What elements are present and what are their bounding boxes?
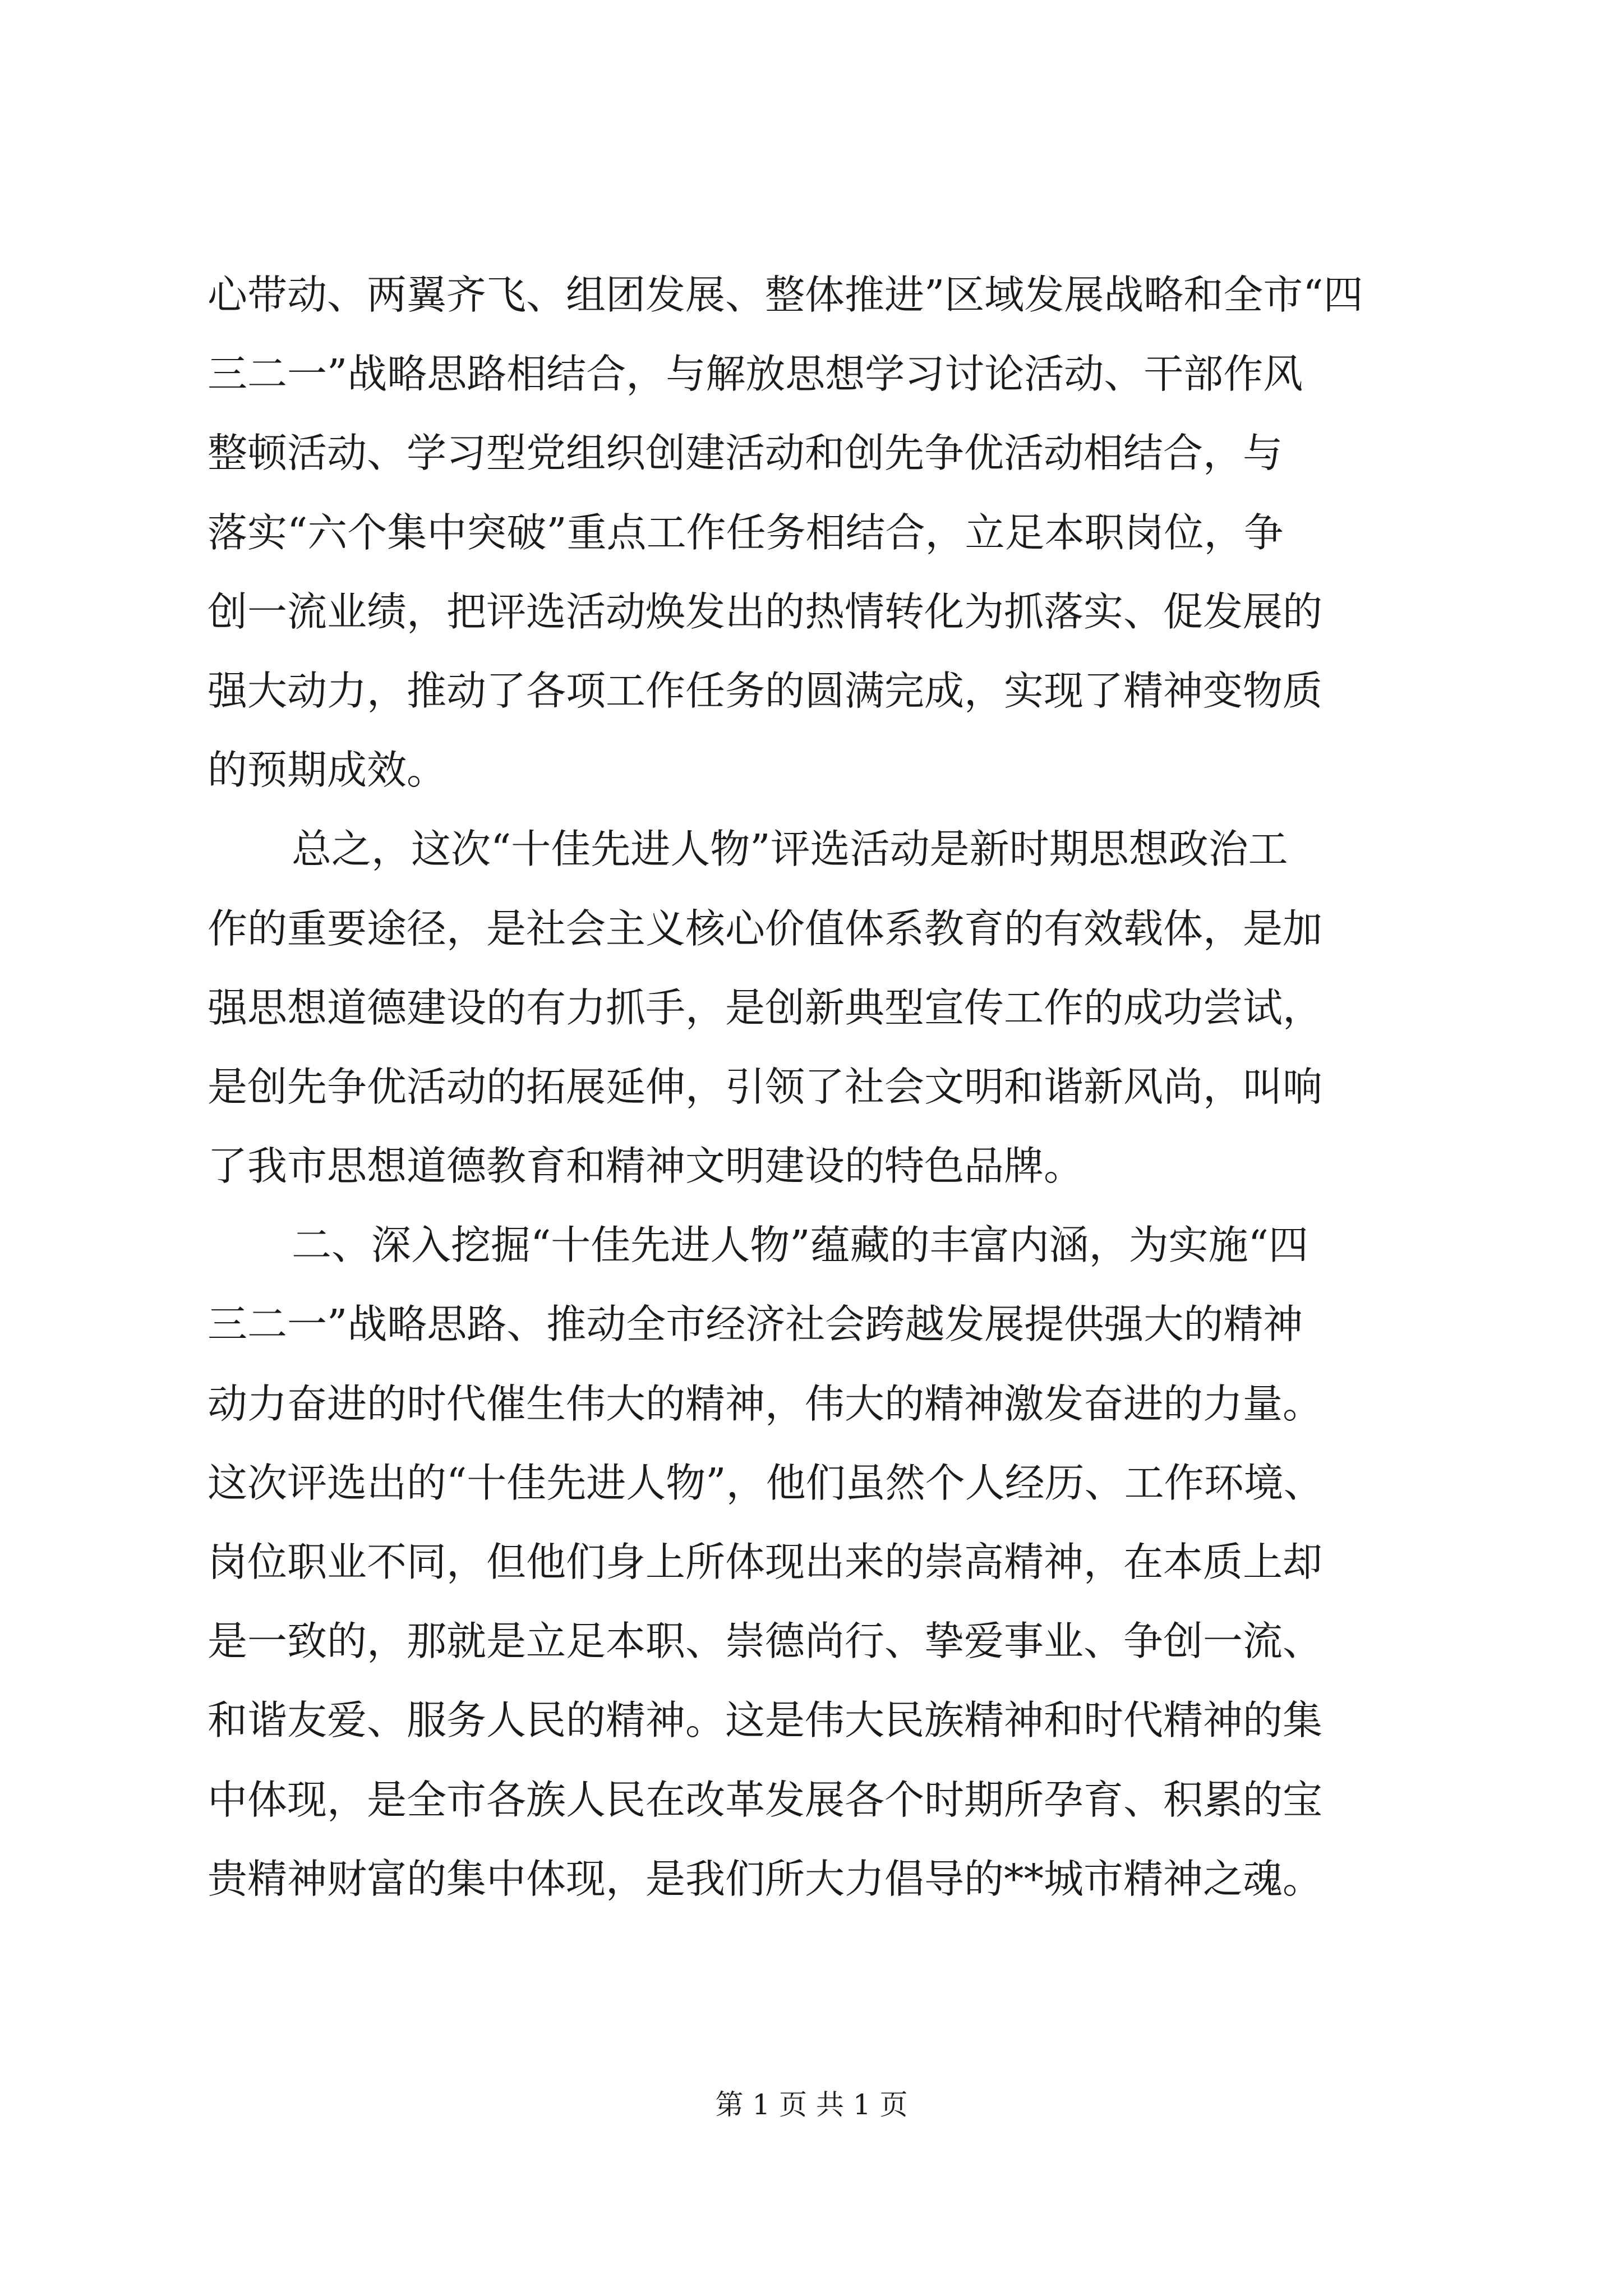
text-line: 和谐友爱、服务人民的精神。这是伟大民族精神和时代精神的集 <box>208 1697 1323 1744</box>
text-line: 的预期成效。 <box>208 747 447 794</box>
text-line: 三二一”战略思路、推动全市经济社会跨越发展提供强大的精神 <box>208 1301 1303 1348</box>
text-line: 岗位职业不同，但他们身上所体现出来的崇高精神，在本质上却 <box>208 1539 1323 1585</box>
page-footer: 第 1 页 共 1 页 <box>715 2088 908 2121</box>
text-line: 了我市思想道德教育和精神文明建设的特色品牌。 <box>208 1143 1084 1190</box>
paragraph-2 <box>208 809 1418 1205</box>
text-line: 强思想道德建设的有力抓手，是创新典型宣传工作的成功尝试， <box>208 984 1323 1031</box>
text-line: 动力奋进的时代催生伟大的精神，伟大的精神激发奋进的力量。 <box>208 1380 1323 1427</box>
text-line: 三二一”战略思路相结合，与解放思想学习讨论活动、干部作风 <box>208 351 1303 398</box>
body-text <box>208 255 1418 1918</box>
text-line: 贵精神财富的集中体现，是我们所大力倡导的**城市精神之魂。 <box>208 1855 1323 1902</box>
text-line: 这次评选出的“十佳先进人物”，他们虽然个人经历、工作环境、 <box>208 1459 1324 1506</box>
text-line: 是一致的，那就是立足本职、崇德尚行、挚爱事业、争创一流、 <box>208 1618 1323 1665</box>
text-line: 落实“六个集中突破”重点工作任务相结合，立足本职岗位，争 <box>208 509 1284 556</box>
text-line: 整顿活动、学习型党组织创建活动和创先争优活动相结合，与 <box>208 430 1283 477</box>
text-line: 作的重要途径，是社会主义核心价值体系教育的有效载体，是加 <box>208 905 1323 952</box>
text-line: 是创先争优活动的拓展延伸，引领了社会文明和谐新风尚，叫响 <box>208 1063 1323 1110</box>
text-line: 强大动力，推动了各项工作任务的圆满完成，实现了精神变物质 <box>208 667 1323 714</box>
text-line: 总之，这次“十佳先进人物”评选活动是新时期思想政治工 <box>292 826 1288 873</box>
text-line: 创一流业绩，把评选活动焕发出的热情转化为抓落实、促发展的 <box>208 588 1323 635</box>
paragraph-1 <box>208 255 1418 809</box>
text-line: 二、深入挖掘“十佳先进人物”蕴藏的丰富内涵，为实施“四 <box>292 1222 1308 1269</box>
text-line: 中体现，是全市各族人民在改革发展各个时期所孕育、积累的宝 <box>208 1776 1323 1823</box>
text-line: 心带动、两翼齐飞、组团发展、整体推进”区域发展战略和全市“四 <box>208 272 1363 318</box>
paragraph-3 <box>208 1205 1418 1918</box>
